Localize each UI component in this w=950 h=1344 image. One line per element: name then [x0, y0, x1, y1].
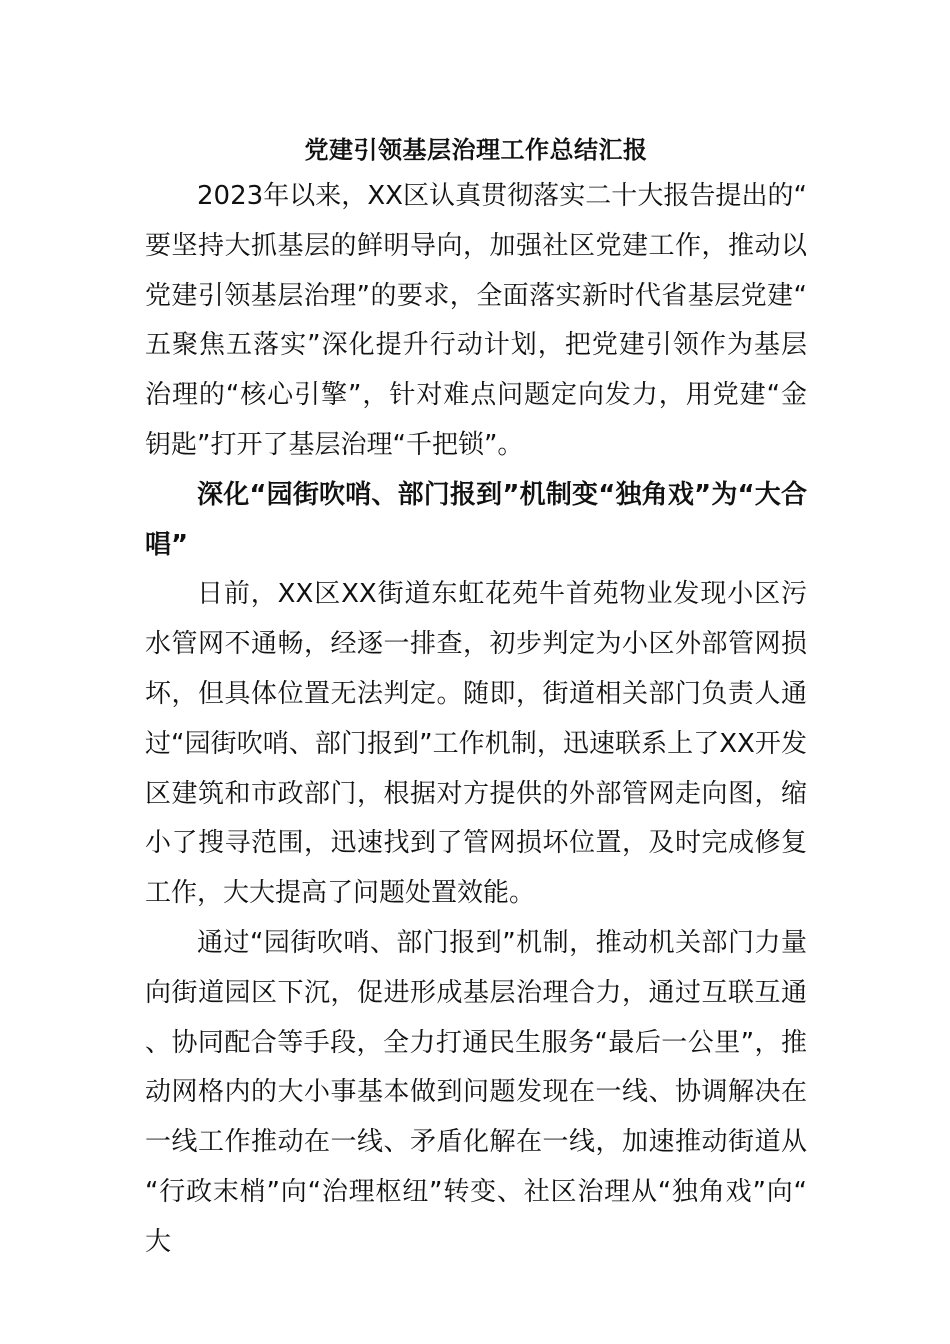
paragraph-intro: 2023年以来，XX区认真贯彻落实二十大报告提出的“要坚持大抓基层的鲜明导向，加强社区党建工作，推动以党建引领基层治理”的要求，全面落实新时代省基层党建“五聚焦五落实”深化提升行动计划，把党建引领作为基层治理的“核心引擎”，针对难点问题定向发力，用党建“金钥匙”打开了基层治理“千把锁”。: [145, 181, 807, 460]
paragraph-mechanism: 通过“园街吹哨、部门报到”机制，推动机关部门力量向街道园区下沉，促进形成基层治理合力，通过互联互通、协同配合等手段，全力打通民生服务“最后一公里”，推动网格内的大小事基本做到问题发现在一线、协调解决在一线工作推动在一线、矛盾化解在一线，加速推动街道从“行政末梢”向“治理枢纽”转变、社区治理从“独角戏”向“大: [145, 927, 807, 1257]
paragraph-case: 日前，XX区XX街道东虹花苑牛首苑物业发现小区污水管网不通畅，经逐一排查，初步判定为小区外部管网损坏，但具体位置无法判定。随即，街道相关部门负责人通过“园街吹哨、部门报到”工作机制，迅速联系上了XX开发区建筑和市政部门，根据对方提供的外部管网走向图，缩小了搜寻范围，迅速找到了管网损坏位置，及时完成修复工作，大大提高了问题处置效能。: [145, 579, 807, 909]
document-title: 党建引领基层治理工作总结汇报: [304, 136, 648, 164]
document-page: [145, 128, 807, 1268]
section-heading: 深化“园街吹哨、部门报到”机制变“独角戏”为“大合唱”: [145, 479, 807, 560]
